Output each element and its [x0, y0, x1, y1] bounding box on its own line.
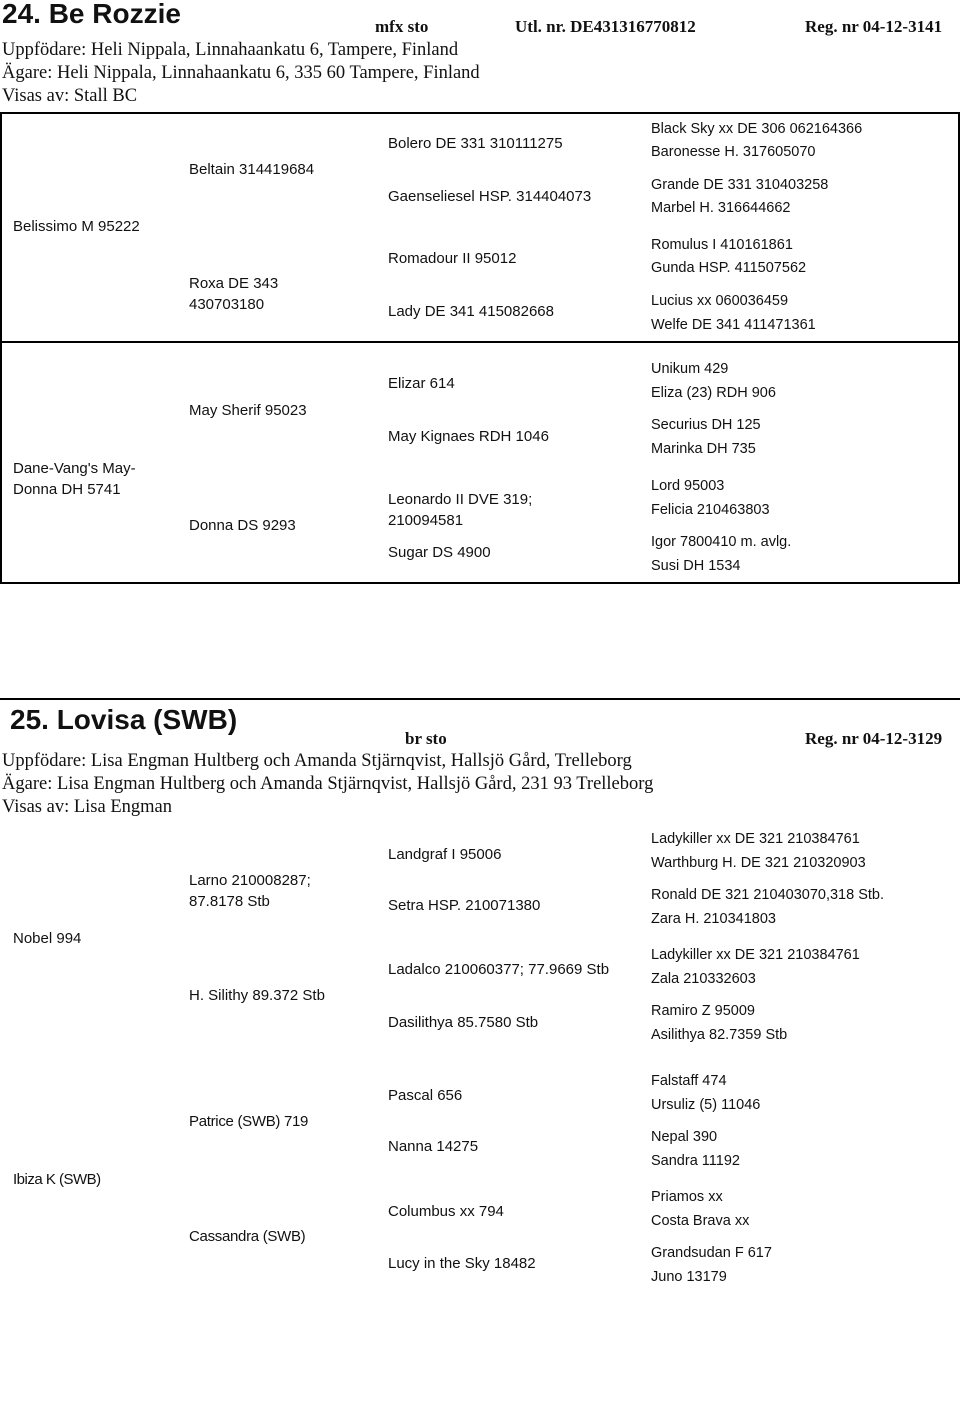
g3-13: Lord 95003 — [651, 478, 725, 494]
dam-dam: Donna DS 9293 — [189, 517, 296, 534]
g3-5: Romulus I 410161861 — [651, 237, 793, 253]
g3-6: Zala 210332603 — [651, 971, 756, 987]
g3-15: Igor 7800410 m. avlg. — [651, 534, 792, 550]
dam-dam-sire: Columbus xx 794 — [388, 1203, 504, 1220]
g3-9: Unikum 429 — [651, 361, 729, 377]
sire-sire-sire: Bolero DE 331 310111275 — [388, 135, 563, 152]
dam-sire-sire: Pascal 656 — [388, 1087, 463, 1104]
entry-type: br sto — [405, 729, 447, 748]
breeder-line: Uppfödare: Lisa Engman Hultberg och Amanda Stjärnqvist, Hallsjö Gård, Trelleborg — [2, 751, 632, 771]
g3-16: Susi DH 1534 — [651, 558, 741, 574]
dam-dam-dam: Lucy in the Sky 18482 — [388, 1255, 536, 1272]
dam-sire-dam: Nanna 14275 — [388, 1138, 479, 1155]
g3-13: Priamos xx — [651, 1189, 723, 1205]
entry-type: mfx sto — [375, 17, 429, 36]
entry-title: 25. Lovisa (SWB) — [10, 704, 238, 735]
dam-sire: May Sherif 95023 — [189, 402, 307, 419]
sire-dam-sire: Ladalco 210060377; 77.9669 Stb — [388, 961, 610, 978]
dam-name: Dane-Vang's May-Donna DH 5741 — [13, 460, 136, 498]
shown-by-line: Visas av: Stall BC — [2, 86, 138, 106]
g3-15: Grandsudan F 617 — [651, 1245, 772, 1261]
reg-number: Reg. nr 04-12-3129 — [805, 729, 943, 748]
g3-3: Grande DE 331 310403258 — [651, 177, 829, 193]
sire-sire-dam: Setra HSP. 210071380 — [388, 897, 541, 914]
sire-sire-sire: Landgraf I 95006 — [388, 846, 502, 863]
g3-2: Baronesse H. 317605070 — [651, 144, 816, 160]
dam-sire-dam: May Kignaes RDH 1046 — [388, 428, 549, 445]
g3-14: Felicia 210463803 — [651, 502, 770, 518]
g3-2: Warthburg H. DE 321 210320903 — [651, 855, 866, 871]
dam-dam-sire: Leonardo II DVE 319; 210094581 — [388, 491, 533, 529]
g3-6: Gunda HSP. 411507562 — [651, 260, 807, 276]
g3-8: Welfe DE 341 411471361 — [651, 317, 816, 333]
sire-dam-sire: Romadour II 95012 — [388, 250, 517, 267]
sire-dam: Roxa DE 343 430703180 — [189, 275, 279, 313]
owner-line: Ägare: Heli Nippala, Linnahaankatu 6, 335 60 Tampere, Finland — [2, 63, 480, 83]
g3-11: Nepal 390 — [651, 1129, 718, 1145]
g3-7: Lucius xx 060036459 — [651, 293, 789, 309]
g3-8: Asilithya 82.7359 Stb — [651, 1027, 788, 1043]
sire-dam-dam: Dasilithya 85.7580 Stb — [388, 1014, 539, 1031]
pedigree-divider — [0, 341, 960, 343]
g3-1: Black Sky xx DE 306 062164366 — [651, 121, 863, 137]
sire-name: Belissimo M 95222 — [13, 218, 140, 235]
g3-10: Ursuliz (5) 11046 — [651, 1097, 761, 1113]
g3-4: Marbel H. 316644662 — [651, 200, 791, 216]
g3-12: Marinka DH 735 — [651, 441, 756, 457]
g3-11: Securius DH 125 — [651, 417, 761, 433]
g3-10: Eliza (23) RDH 906 — [651, 385, 776, 401]
owner-line: Ägare: Lisa Engman Hultberg och Amanda Stjärnqvist, Hallsjö Gård, 231 93 Trelleborg — [2, 774, 654, 794]
g3-4: Zara H. 210341803 — [651, 911, 776, 927]
entry-separator — [0, 698, 960, 700]
g3-3: Ronald DE 321 210403070,318 Stb. — [651, 887, 884, 903]
shown-by-line: Visas av: Lisa Engman — [2, 797, 172, 817]
g3-5: Ladykiller xx DE 321 210384761 — [651, 947, 860, 963]
utl-number: Utl. nr. DE431316770812 — [515, 17, 696, 36]
g3-14: Costa Brava xx — [651, 1213, 750, 1229]
g3-12: Sandra 11192 — [651, 1153, 740, 1169]
entry-title: 24. Be Rozzie — [2, 0, 181, 29]
sire-dam-dam: Lady DE 341 415082668 — [388, 303, 554, 320]
g3-9: Falstaff 474 — [651, 1073, 727, 1089]
dam-sire: Patrice (SWB) 719 — [189, 1113, 309, 1130]
dam-sire-sire: Elizar 614 — [388, 375, 455, 392]
sire-dam: H. Silithy 89.372 Stb — [189, 987, 325, 1004]
dam-dam: Cassandra (SWB) — [189, 1228, 306, 1245]
sire-sire: Larno 210008287; 87.8178 Stb — [189, 872, 311, 910]
dam-dam-dam: Sugar DS 4900 — [388, 544, 491, 561]
sire-name: Nobel 994 — [13, 930, 82, 947]
g3-7: Ramiro Z 95009 — [651, 1003, 755, 1019]
reg-number: Reg. nr 04-12-3141 — [805, 17, 943, 36]
dam-name: Ibiza K (SWB) — [13, 1171, 101, 1188]
sire-sire-dam: Gaenseliesel HSP. 314404073 — [388, 188, 592, 205]
g3-1: Ladykiller xx DE 321 210384761 — [651, 831, 860, 847]
sire-sire: Beltain 314419684 — [189, 161, 315, 178]
g3-16: Juno 13179 — [651, 1269, 727, 1285]
breeder-line: Uppfödare: Heli Nippala, Linnahaankatu 6, Tampere, Finland — [2, 40, 459, 60]
